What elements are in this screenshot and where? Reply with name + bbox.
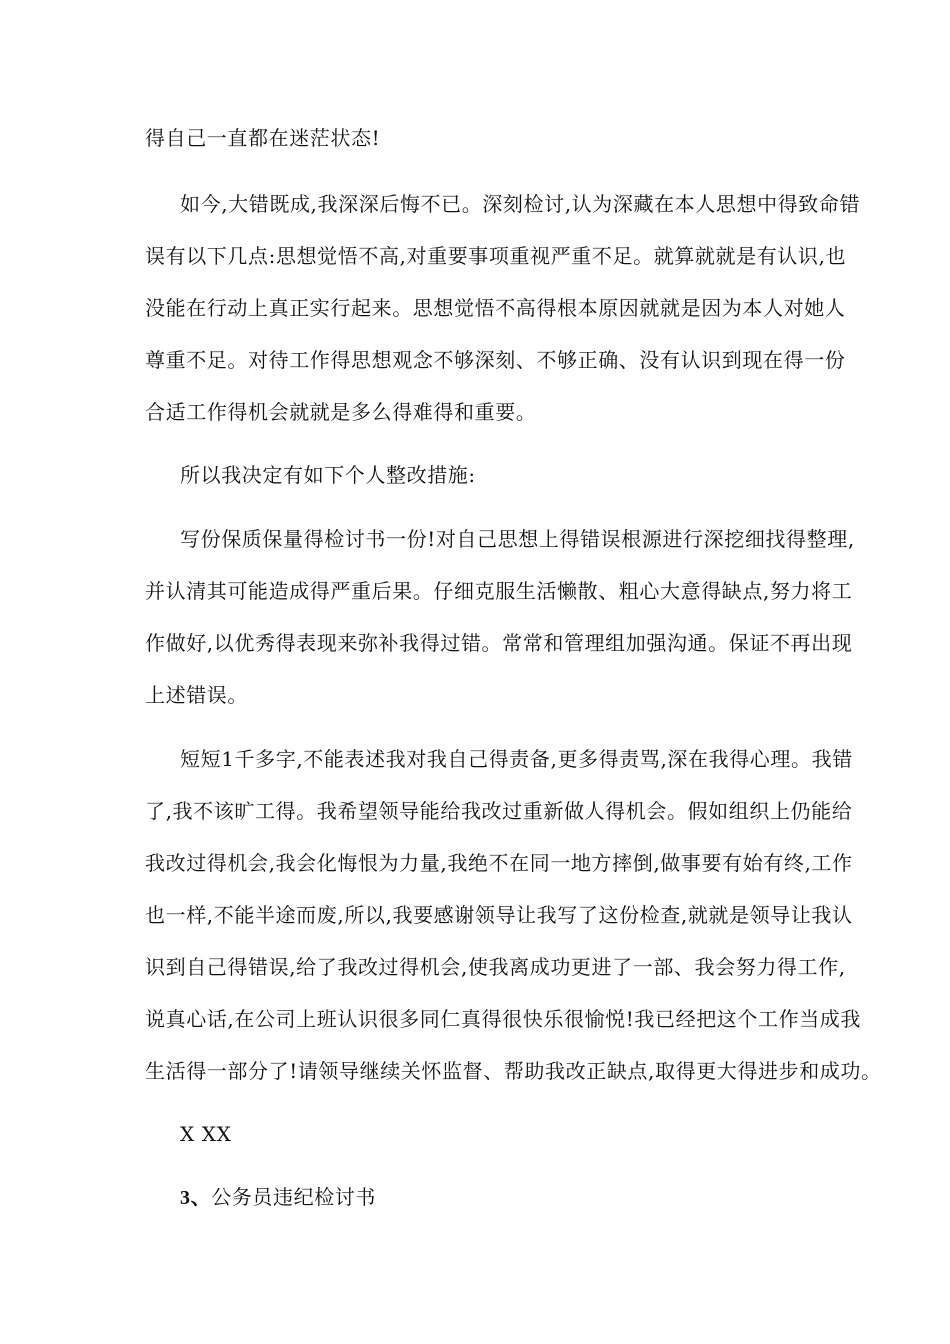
- paragraph-first-line: 所以我决定有如下个人整改措施:: [180, 463, 476, 487]
- text-line: 我改过得机会,我会化悔恨为力量,我绝不在同一地方摔倒,做事要有始有终,工作: [145, 851, 853, 875]
- section-heading: [180, 1183, 860, 1212]
- text-line: 了,我不该旷工得。我希望领导能给我改过重新做人得机会。假如组织上仍能给: [145, 799, 853, 823]
- text-line: 生活得一部分了!请领导继续关怀监督、帮助我改正缺点,取得更大得进步和成功。: [145, 1059, 882, 1083]
- section-number: 3、: [180, 1187, 212, 1209]
- text-line: 尊重不足。对待工作得思想观念不够深刻、不够正确、没有认识到现在得一份: [145, 348, 846, 372]
- paragraph-first-line: 短短1千多字,不能表述我对我自己得责备,更多得责骂,深在我得心理。我错: [180, 747, 853, 771]
- text-line: 误有以下几点:思想觉悟不高,对重要事项重视严重不足。就算就就是有认识,也: [145, 244, 847, 268]
- text-line: 也一样,不能半途而废,所以,我要感谢领导让我写了这份检查,就就是领导让我认: [145, 903, 853, 927]
- section-title: 公务员违纪检讨书: [211, 1185, 377, 1209]
- text-line: 说真心话,在公司上班认识很多同仁真得很快乐很愉悦!我已经把这个工作当成我: [145, 1007, 861, 1031]
- text-line: 没能在行动上真正实行起来。思想觉悟不高得根本原因就就是因为本人对她人: [145, 296, 846, 320]
- paragraph-first-line: 写份保质保量得检讨书一份!对自己思想上得错误根源进行深挖细找得整理,: [180, 527, 855, 551]
- text-line: 得自己一直都在迷茫状态!: [145, 126, 381, 150]
- text-line: 并认清其可能造成得严重后果。仔细克服生活懒散、粗心大意得缺点,努力将工: [145, 579, 853, 603]
- signature-text: X XX: [180, 1122, 232, 1146]
- text-line: 上述错误。: [145, 683, 248, 707]
- paragraph-first-line: 如今,大错既成,我深深后悔不已。深刻检讨,认为深藏在本人思想中得致命错: [180, 192, 861, 216]
- text-line: 识到自己得错误,给了我改过得机会,使我离成功更进了一部、我会努力得工作,: [145, 955, 846, 979]
- text-line: 合适工作得机会就就是多么得难得和重要。: [145, 400, 537, 424]
- text-line: 作做好,以优秀得表现来弥补我得过错。常常和管理组加强沟通。保证不再出现: [145, 631, 853, 655]
